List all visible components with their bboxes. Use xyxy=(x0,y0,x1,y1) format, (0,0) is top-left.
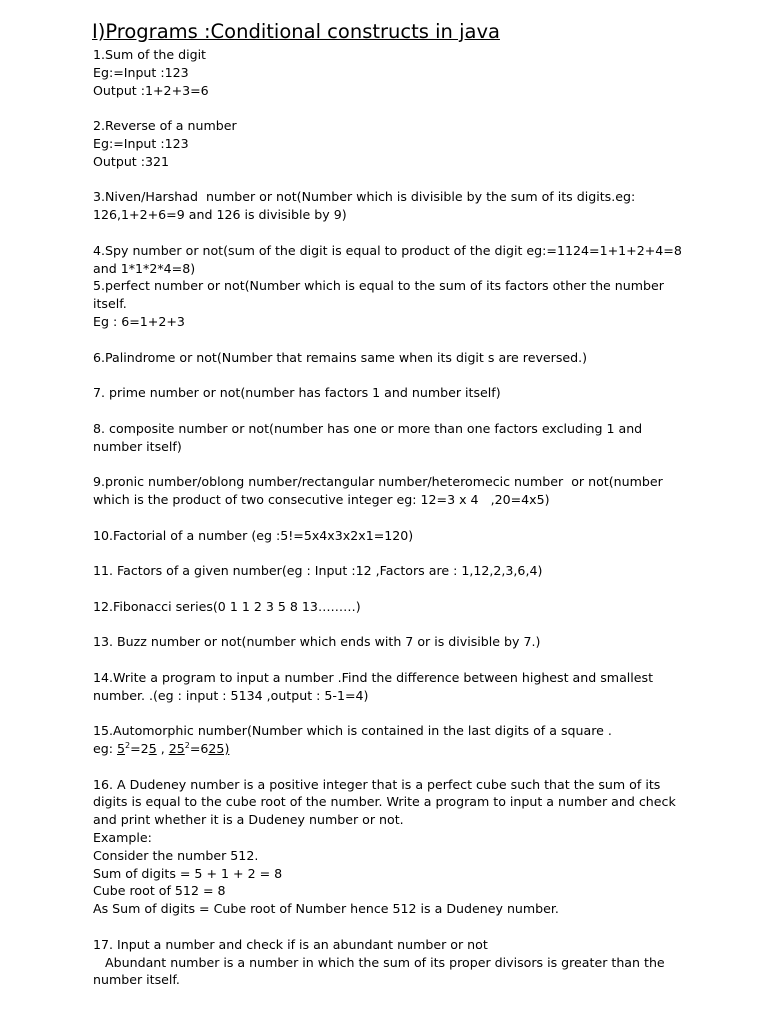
text-line: 15.Automorphic number(Number which is contained in the last digits of a square . xyxy=(93,723,612,739)
text-line: 4.Spy number or not(sum of the digit is equal to product of the digit eg:=1124=1+1+2+4=8 xyxy=(93,242,682,258)
item-16 xyxy=(93,776,693,918)
text-line: Example: xyxy=(93,830,152,846)
spacer xyxy=(93,616,693,634)
text-line: Eg:=Input :123 xyxy=(93,135,189,151)
item-1 xyxy=(93,46,693,99)
item-3 xyxy=(93,188,693,224)
eg-a-tail: 5 xyxy=(148,741,157,757)
eg-b-base: 25 xyxy=(168,741,185,757)
text-line: 7. prime number or not(number has factors 1 and number itself) xyxy=(93,385,501,401)
item-15 xyxy=(93,722,693,758)
text-line: 13. Buzz number or not(number which ends with 7 or is divisible by 7.) xyxy=(93,634,541,650)
text-line: 12.Fibonacci series(0 1 1 2 3 5 8 13………) xyxy=(93,598,361,614)
eg-prefix: eg: xyxy=(93,741,117,757)
eg-separator: , xyxy=(156,741,169,757)
spacer xyxy=(93,704,693,722)
text-line: Eg:=Input :123 xyxy=(93,64,189,80)
text-line: Output :1+2+3=6 xyxy=(93,82,209,98)
eg-a-equals: =2 xyxy=(130,741,149,757)
text-line: Eg : 6=1+2+3 xyxy=(93,313,185,329)
text-line: 14.Write a program to input a number .Find the difference between highest and smallest xyxy=(93,669,654,685)
text-line: 6.Palindrome or not(Number that remains same when its digit s are reversed.) xyxy=(93,349,588,365)
text-line: Sum of digits = 5 + 1 + 2 = 8 xyxy=(93,865,283,881)
eg-a-exponent: 2 xyxy=(125,741,131,751)
eg-a-base: 5 xyxy=(117,741,126,757)
spacer xyxy=(93,331,693,349)
item-8 xyxy=(93,420,693,456)
page-title: I)Programs :Conditional constructs in java xyxy=(92,20,500,43)
automorphic-example xyxy=(93,740,693,758)
spacer xyxy=(93,509,693,527)
text-line: As Sum of digits = Cube root of Number hence 512 is a Dudeney number. xyxy=(93,901,559,917)
item-4-5 xyxy=(93,242,693,331)
text-line: 1.Sum of the digit xyxy=(93,47,206,62)
text-line: and 1*1*2*4=8) xyxy=(93,260,196,276)
item-14 xyxy=(93,669,693,705)
text-line: digits is equal to the cube root of the number. Write a program to input a number and check xyxy=(93,794,676,810)
item-10 xyxy=(93,527,693,545)
spacer xyxy=(93,99,693,117)
item-17 xyxy=(93,936,693,989)
item-11 xyxy=(93,562,693,580)
spacer xyxy=(93,918,693,936)
text-line: number itself. xyxy=(93,972,180,988)
spacer xyxy=(93,224,693,242)
spacer xyxy=(93,758,693,776)
item-6 xyxy=(93,349,693,367)
spacer xyxy=(93,580,693,598)
spacer xyxy=(93,455,693,473)
item-7 xyxy=(93,384,693,402)
spacer xyxy=(93,544,693,562)
spacer xyxy=(93,366,693,384)
item-9 xyxy=(93,473,693,509)
eg-b-tail: 25) xyxy=(208,741,230,757)
eg-b-equals: =6 xyxy=(189,741,209,757)
text-line: which is the product of two consecutive integer eg: 12=3 x 4 ,20=4x5) xyxy=(93,491,550,507)
text-line: 9.pronic number/oblong number/rectangular number/heteromecic number or not(number xyxy=(93,474,663,490)
spacer xyxy=(93,171,693,189)
text-line: 16. A Dudeney number is a positive integer that is a perfect cube such that the sum of its xyxy=(93,776,661,792)
item-2 xyxy=(93,117,693,170)
text-line: 126,1+2+6=9 and 126 is divisible by 9) xyxy=(93,207,347,223)
text-line: and print whether it is a Dudeney number or not. xyxy=(93,812,404,828)
text-line: Consider the number 512. xyxy=(93,847,259,863)
text-line: Output :321 xyxy=(93,153,170,169)
text-line: itself. xyxy=(93,296,127,312)
text-line: number. .(eg : input : 5134 ,output : 5-1=4) xyxy=(93,687,369,703)
text-line: number itself) xyxy=(93,438,182,454)
document-page xyxy=(93,18,693,989)
text-line: 17. Input a number and check if is an abundant number or not xyxy=(93,936,488,952)
item-12 xyxy=(93,598,693,616)
spacer xyxy=(93,651,693,669)
spacer xyxy=(93,402,693,420)
text-line: 3.Niven/Harshad number or not(Number which is divisible by the sum of its digits.eg: xyxy=(93,189,636,205)
text-line: 2.Reverse of a number xyxy=(93,118,237,134)
eg-b-exponent: 2 xyxy=(184,741,190,751)
text-line: 5.perfect number or not(Number which is equal to the sum of its factors other the number xyxy=(93,278,664,294)
text-line: Abundant number is a number in which the sum of its proper divisors is greater than the xyxy=(93,954,665,970)
text-line: Cube root of 512 = 8 xyxy=(93,883,226,899)
item-13 xyxy=(93,633,693,651)
text-line: 10.Factorial of a number (eg :5!=5x4x3x2x1=120) xyxy=(93,527,414,543)
text-line: 8. composite number or not(number has one or more than one factors excluding 1 and xyxy=(93,420,643,436)
text-line: 11. Factors of a given number(eg : Input :12 ,Factors are : 1,12,2,3,6,4) xyxy=(93,563,543,579)
